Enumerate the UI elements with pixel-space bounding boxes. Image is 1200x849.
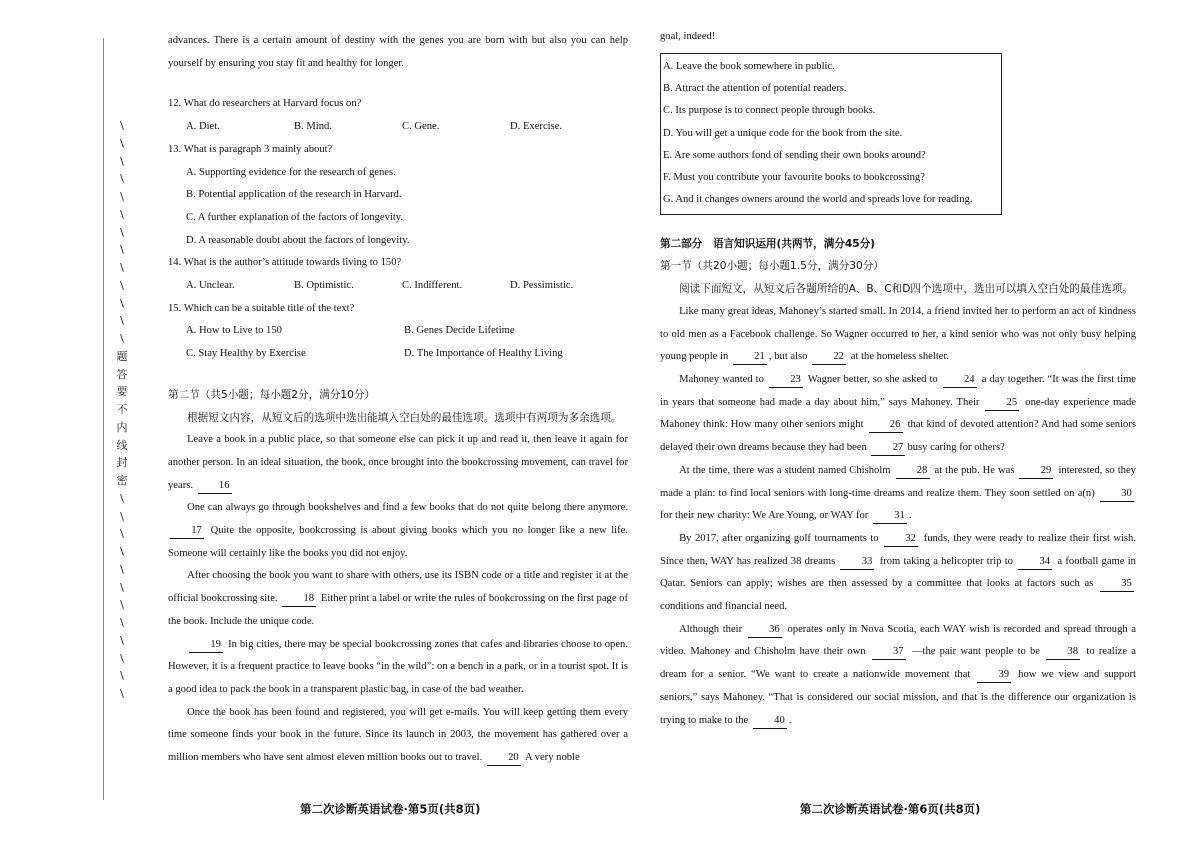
blank-17[interactable]: 17 bbox=[170, 523, 204, 539]
blank-18[interactable]: 18 bbox=[282, 591, 316, 607]
binding-mark: 要 bbox=[116, 385, 128, 399]
passage-paragraph-2: One can always go through bookshelves and find a few books that do not quite belong there anymore. 17 Quite the opposite, bookcrossing is about giving books which you no longer like a new life. Someone will certainly like the books you did not enjoy. bbox=[168, 502, 628, 559]
blank-30[interactable]: 30 bbox=[1100, 486, 1134, 502]
binding-mark: \ bbox=[120, 314, 124, 328]
question-14-stem: 14. What is the author’s attitude towards living to 150? bbox=[168, 257, 402, 269]
option-b[interactable]: B. Genes Decide Lifetime bbox=[404, 325, 515, 337]
binding-mark: \ bbox=[120, 136, 124, 150]
binding-mark: \ bbox=[120, 633, 124, 647]
option-b[interactable]: B. Optimistic. bbox=[294, 280, 354, 292]
binding-mark: \ bbox=[120, 278, 124, 292]
binding-mark: \ bbox=[120, 616, 124, 629]
passage-paragraph-1: Leave a book in a public place, so that someone else can pick it up and read it, then leave it again for another person. In an ideal situation, the book, once brought into the bookcrossing movement, can travel for years. 16 bbox=[168, 429, 628, 497]
question-12-stem: 12. What do researchers at Harvard focus on? bbox=[168, 98, 362, 110]
question-15-stem: 15. Which can be a suitable title of the text? bbox=[168, 302, 355, 314]
blank-32[interactable]: 32 bbox=[884, 531, 918, 547]
passage-paragraph-3: After choosing the book you want to share with others, use its ISBN code or a title and register it at the official bookcrossing site. 18 Either print a label or write the rules of bookcrossing on the first page of the book. Include the unique code. bbox=[168, 570, 629, 627]
cloze-paragraph-4: By 2017, after organizing golf tournaments to 32 funds, they were ready to realize their first wish. Since then, WAY has realized 38 dreams 33 from taking a helicopter trip to 34 a football game in Qatar. Seniors can apply; wishes are then assessed by a committee that looks at factors such as 35 conditions and financial need. bbox=[660, 532, 1136, 613]
binding-mark: \ bbox=[120, 669, 124, 683]
cloze-paragraph-3: At the time, there was a student named Chisholm 28 at the pub. He was 29 interested, so they made a plan: to find local seniors with long-time dreams and realize them. They soon settled on a(n) 30 for their new charity: We Are Young, or WAY for 31 . bbox=[660, 460, 1136, 528]
option-e[interactable]: E. Are some authors fond of sending their own books around? bbox=[663, 149, 926, 161]
binding-line bbox=[103, 38, 104, 800]
binding-mark: \ bbox=[120, 296, 124, 310]
page-5-footer: 第二次诊断英语试卷·第5页(共8页) bbox=[300, 802, 481, 816]
cloze-paragraph-5: Although their 36 operates only in Nova Scotia, each WAY wish is recorded and spread through a video. Mahoney and Chisholm have their own 37 —the pair want people to be 38 to realize a dream for a senior. “We want to create a nationwide movement that 39 how we view and support seniors,” says Mahoney. “That is considered our social mission, and that is the difference our organization is trying to make to the 40 . bbox=[660, 619, 1136, 733]
blank-39[interactable]: 39 bbox=[977, 667, 1011, 683]
binding-mark: \ bbox=[120, 562, 124, 576]
option-d[interactable]: D. You will get a unique code for the book from the site. bbox=[663, 127, 903, 139]
blank-35[interactable]: 35 bbox=[1100, 576, 1134, 592]
blank-23[interactable]: 23 bbox=[769, 372, 803, 388]
option-g[interactable]: G. And it changes owners around the world and spreads love for reading. bbox=[663, 194, 973, 206]
cloze-paragraph-2: Mahoney wanted to 23 Wagner better, so she asked to 24 a day together. “It was the first time in years that someone had made a day about him,” says Mahoney. Their 25 one-day experience made Mahoney think: How many other seniors might 26 that kind of devoted attention? And had some seniors delayed their own dreams because they had been 27 busy caring for others? bbox=[660, 369, 1136, 460]
binding-mark: \ bbox=[120, 687, 124, 700]
blank-16[interactable]: 16 bbox=[198, 478, 232, 494]
blank-31[interactable]: 31 bbox=[873, 508, 907, 524]
question-15-options-row2 bbox=[168, 343, 628, 366]
passage-ending: advances. There is a certain amount of destiny with the genes you are born with but also you can help yourself by ensuring you stay fit and healthy for longer. bbox=[168, 35, 628, 69]
section-2-instruction: 根据短文内容，从短文后的选项中选出能填入空白处的最佳选项。选项中有两项为多余选项。 bbox=[187, 411, 622, 424]
section-1-instruction: 阅读下面短文，从短文后各题所给的A、B、C和D四个选项中，选出可以填入空白处的最佳选项。 bbox=[679, 283, 1133, 296]
blank-21[interactable]: 21 bbox=[733, 349, 767, 365]
binding-mark: \ bbox=[120, 509, 124, 523]
binding-mark: 封 bbox=[116, 456, 128, 470]
section-1-title: 第一节（共20小题；每小题1.5分，满分30分） bbox=[660, 260, 884, 273]
blank-37[interactable]: 37 bbox=[872, 644, 906, 660]
binding-margin-notice bbox=[111, 120, 133, 700]
blank-40[interactable]: 40 bbox=[753, 713, 787, 729]
blank-19[interactable]: 19 bbox=[189, 637, 223, 653]
blank-22[interactable]: 22 bbox=[812, 349, 846, 365]
blank-34[interactable]: 34 bbox=[1018, 554, 1052, 570]
option-c[interactable]: C. Indifferent. bbox=[402, 280, 463, 292]
option-c[interactable]: C. Its purpose is to connect people through books. bbox=[663, 105, 876, 117]
blank-24[interactable]: 24 bbox=[943, 372, 977, 388]
binding-mark: \ bbox=[120, 119, 124, 132]
question-13-stem: 13. What is paragraph 3 mainly about? bbox=[168, 143, 333, 155]
binding-mark: 内 bbox=[116, 420, 128, 434]
page-6-footer: 第二次诊断英语试卷·第6页(共8页) bbox=[800, 802, 981, 816]
binding-mark: \ bbox=[120, 172, 124, 186]
blank-38[interactable]: 38 bbox=[1046, 644, 1080, 660]
option-b[interactable]: B. Potential application of the research in Harvard. bbox=[186, 189, 402, 201]
right-page bbox=[660, 26, 1136, 732]
passage-paragraph-4: 19 In big cities, there may be special bookcrossing zones that cafes and libraries choose to open. However, it is a frequent practice to leave books “in the wild”: on a bench in a park, or in a tourist spot. It is a good idea to pack the book in a transparent plastic bag, in case of the bad weather. bbox=[168, 638, 629, 695]
binding-mark: \ bbox=[120, 651, 124, 665]
option-c[interactable]: C. Gene. bbox=[402, 121, 440, 133]
blank-29[interactable]: 29 bbox=[1019, 463, 1053, 479]
part-2-title: 第二部分 语言知识运用(共两节，满分45分) bbox=[660, 237, 876, 250]
option-c[interactable]: C. A further explanation of the factors of longevity. bbox=[186, 211, 404, 223]
binding-mark: \ bbox=[120, 261, 124, 274]
binding-mark: 题 bbox=[116, 349, 128, 363]
passage-continuation: goal, indeed! bbox=[660, 31, 716, 42]
option-a[interactable]: A. Supporting evidence for the research of genes. bbox=[186, 166, 396, 178]
blank-27[interactable]: 27 bbox=[871, 440, 905, 456]
option-a[interactable]: A. Unclear. bbox=[186, 280, 235, 292]
binding-mark: 答 bbox=[116, 367, 128, 381]
blank-28[interactable]: 28 bbox=[896, 463, 930, 479]
binding-mark: 密 bbox=[116, 474, 128, 487]
binding-mark: \ bbox=[120, 243, 124, 257]
blank-25[interactable]: 25 bbox=[985, 395, 1019, 411]
blank-33[interactable]: 33 bbox=[840, 554, 874, 570]
question-12-options bbox=[168, 116, 628, 139]
binding-mark: \ bbox=[120, 580, 124, 594]
binding-mark: \ bbox=[120, 598, 124, 612]
option-d[interactable]: D. Pessimistic. bbox=[510, 280, 574, 292]
binding-mark: \ bbox=[120, 225, 124, 239]
cloze-paragraph-1: Like many great ideas, Mahoney’s started small. In 2014, a friend invited her to perform an act of kindness to old men as a Facebook challenge. So Wagner occurred to her, a kind senior who was not only busy helping young people in 21 , but also 22 at the homeless shelter. bbox=[660, 301, 1136, 369]
binding-mark: \ bbox=[120, 527, 124, 541]
binding-mark: 不 bbox=[116, 403, 128, 416]
blank-20[interactable]: 20 bbox=[487, 750, 521, 766]
binding-mark: \ bbox=[120, 491, 124, 505]
passage-paragraph-5: Once the book has been found and registered, you will get e-mails. You will keep getting them every time someone finds your book in the future. Since its launch in 2003, the movement has gathered over a million members who have sent almost eleven million books out to travel. 20 A very noble bbox=[168, 702, 628, 770]
question-13-options bbox=[168, 162, 628, 253]
binding-mark: \ bbox=[120, 545, 124, 558]
option-d[interactable]: D. Exercise. bbox=[510, 121, 563, 133]
binding-mark: 线 bbox=[116, 438, 128, 452]
option-a[interactable]: A. Leave the book somewhere in public. bbox=[663, 60, 835, 72]
blank-36[interactable]: 36 bbox=[748, 622, 782, 638]
option-d[interactable]: D. A reasonable doubt about the factors of longevity. bbox=[186, 234, 410, 246]
options-box bbox=[660, 53, 1002, 215]
binding-mark: \ bbox=[120, 332, 124, 345]
option-d[interactable]: D. The Importance of Healthy Living bbox=[404, 348, 563, 360]
left-page bbox=[168, 30, 628, 770]
section-2-title: 第二节（共5小题；每小题2分，满分10分） bbox=[168, 388, 376, 401]
option-a[interactable]: A. Diet. bbox=[186, 121, 220, 133]
option-b[interactable]: B. Attract the attention of potential readers. bbox=[663, 83, 847, 94]
binding-mark: \ bbox=[120, 190, 124, 203]
option-c[interactable]: C. Stay Healthy by Exercise bbox=[186, 348, 306, 360]
binding-mark: \ bbox=[120, 154, 124, 168]
question-14-options bbox=[168, 275, 628, 298]
blank-26[interactable]: 26 bbox=[869, 417, 903, 433]
question-15-options-row1 bbox=[168, 320, 628, 343]
option-a[interactable]: A. How to Live to 150 bbox=[186, 325, 282, 337]
option-f[interactable]: F. Must you contribute your favourite books to bookcrossing? bbox=[663, 172, 925, 184]
option-b[interactable]: B. Mind. bbox=[294, 121, 332, 133]
binding-mark: \ bbox=[120, 207, 124, 221]
